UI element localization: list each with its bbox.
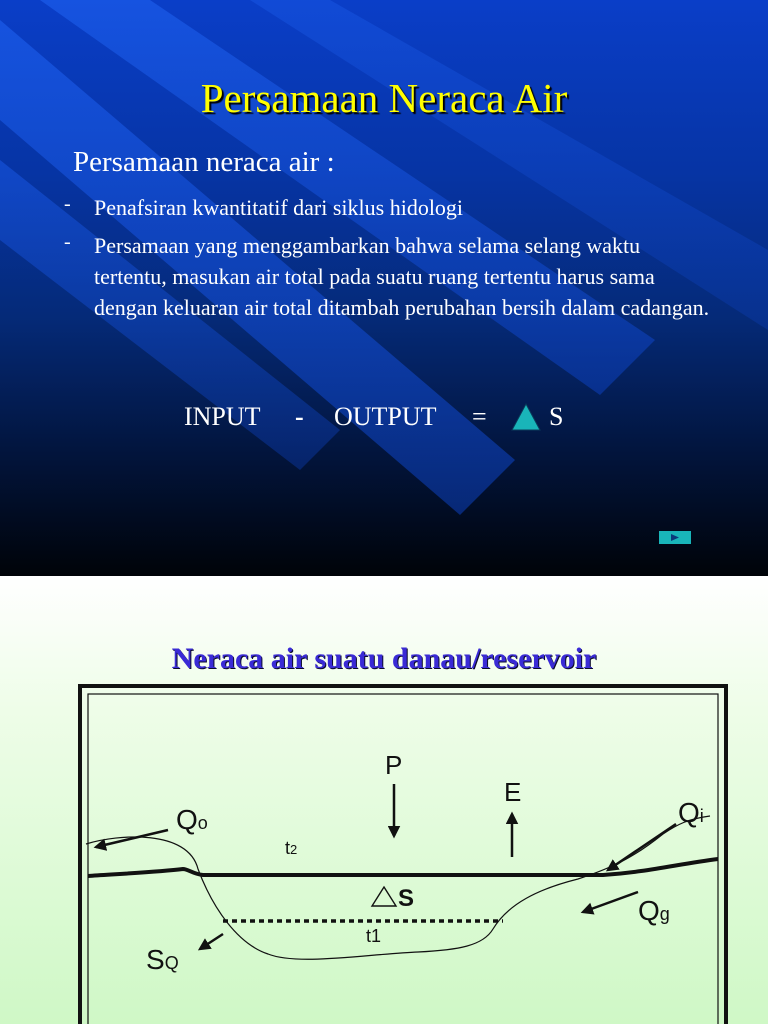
time1-label: t1 (366, 926, 382, 946)
triangle-icon (510, 402, 542, 432)
slide-lake-reservoir-balance (0, 576, 768, 1024)
play-arrow-icon (671, 534, 679, 541)
delta-storage-label (372, 885, 414, 912)
time2-label: t2 (285, 838, 298, 858)
bullet-list (64, 192, 714, 330)
slide-title: Persamaan Neraca Air (200, 75, 568, 121)
reservoir-diagram (78, 684, 728, 1024)
outflow-label: Qo (176, 804, 208, 835)
bullet-dash: - (64, 231, 71, 253)
bullet-text: Penafsiran kwantitatif dari siklus hidologi (94, 195, 464, 220)
list-item (64, 230, 714, 323)
water-balance-equation (0, 400, 768, 440)
slide-subtitle: Persamaan neraca air : (73, 146, 335, 178)
delta-triangle-icon (372, 887, 396, 906)
equation-output: OUTPUT (334, 402, 437, 431)
bullet-text: Persamaan yang menggambarkan bahwa selama selang waktu tertentu, masukan air total pada suatu ruang tertentu harus sama dengan keluaran air total ditambah perubahan bersih dalam cadangan. (94, 233, 710, 320)
bullet-dash: - (64, 193, 71, 215)
groundwater-label: Qg (638, 895, 670, 926)
evap-label: E (504, 777, 522, 807)
water-level-t2-line (88, 859, 718, 876)
equation-minus: - (295, 402, 304, 431)
inflow-label: Qi (678, 797, 704, 828)
groundwater-arrow-icon (583, 892, 638, 912)
inflow-arrow-icon (608, 824, 676, 870)
equation-storage: S (549, 402, 564, 431)
slide-title: Neraca air suatu danau/reservoir (171, 642, 597, 675)
next-slide-button[interactable] (659, 531, 691, 544)
precip-label: P (385, 750, 403, 780)
seepage-arrow-icon (200, 934, 223, 949)
equation-input: INPUT (184, 402, 261, 431)
delta-storage-text: S (398, 885, 415, 912)
equation-equals: = (472, 402, 487, 431)
seepage-label: SQ (146, 944, 179, 975)
list-item (64, 192, 714, 223)
